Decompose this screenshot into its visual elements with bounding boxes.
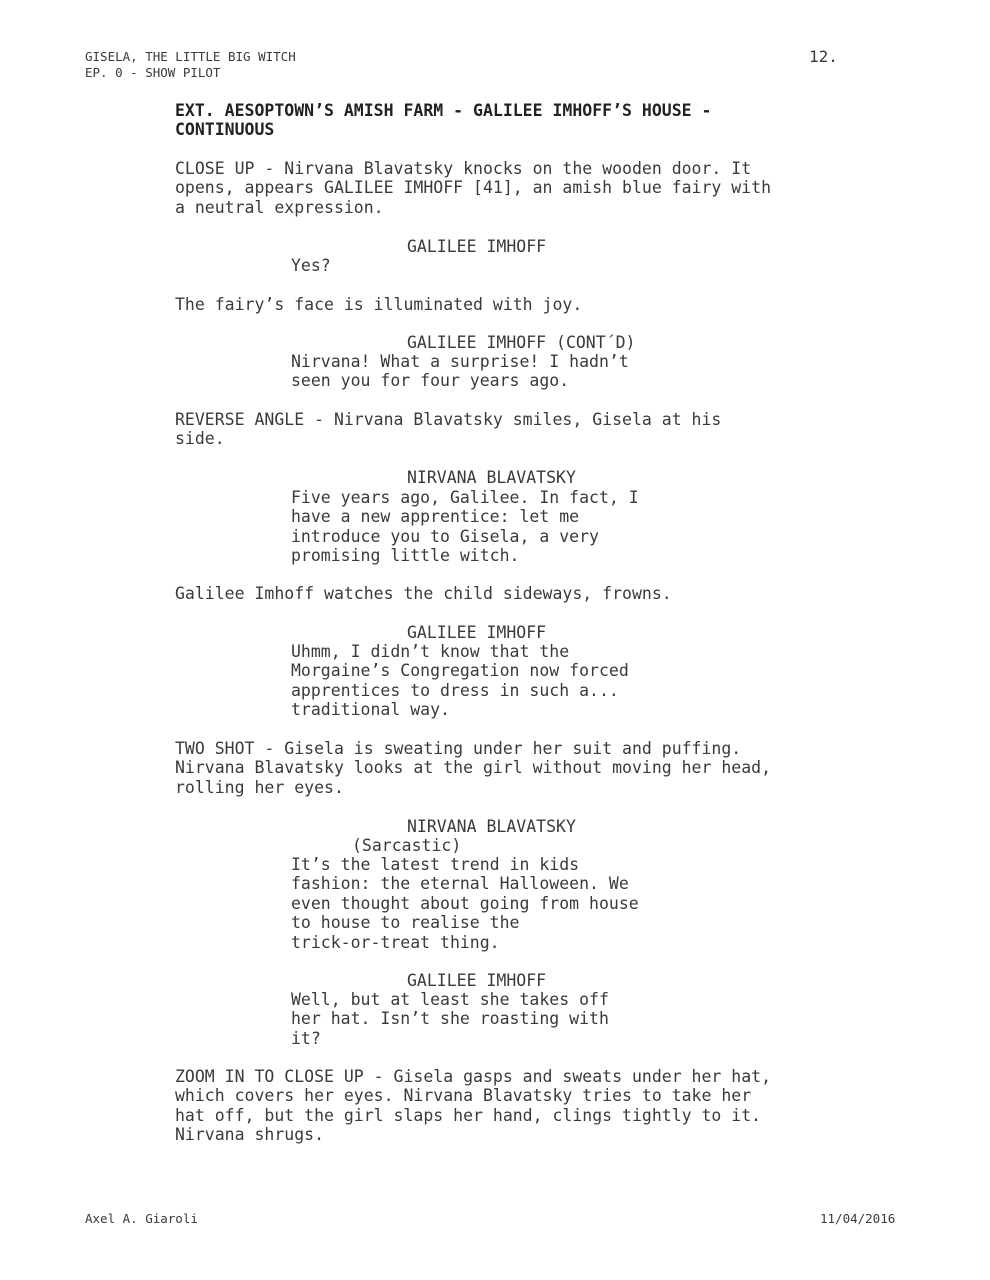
action-block: [175, 410, 721, 449]
dialogue-line: promising little witch.: [291, 546, 520, 566]
action-line: The fairy’s face is illuminated with joy.: [175, 295, 583, 314]
action-line: TWO SHOT - Gisela is sweating under her suit and puffing.: [175, 739, 742, 758]
dialogue-block: [291, 990, 609, 1048]
dialogue-line: Well, but at least she takes off: [291, 990, 609, 1009]
character-name: NIRVANA BLAVATSKY: [407, 817, 576, 836]
dialogue-line: apprentices to dress in such a...: [291, 680, 619, 700]
action-block: [175, 159, 771, 217]
author-name: Axel A. Giaroli: [85, 1211, 198, 1226]
dialogue-line: even thought about going from house: [291, 893, 639, 913]
action-line: hat off, but the girl slaps her hand, clings tightly to it.: [175, 1105, 762, 1125]
character-name: GALILEE IMHOFF: [407, 237, 547, 256]
dialogue-block: [291, 256, 331, 275]
action-line: which covers her eyes. Nirvana Blavatsky tries to take her: [175, 1086, 752, 1106]
script-title: GISELA, THE LITTLE BIG WITCH: [85, 49, 296, 64]
scene-heading-line: EXT. AESOPTOWN’S AMISH FARM - GALILEE IMHOFF’S HOUSE -: [175, 101, 712, 120]
action-line: Nirvana Blavatsky looks at the girl without moving her head,: [175, 758, 772, 778]
dialogue-line: have a new apprentice: let me: [291, 507, 580, 527]
page-header: [85, 49, 296, 81]
action-block: [175, 1067, 771, 1145]
dialogue-line: Uhmm, I didn’t know that the: [291, 642, 570, 661]
action-line: ZOOM IN TO CLOSE UP - Gisela gasps and sweats under her hat,: [175, 1067, 772, 1086]
character-name: GALILEE IMHOFF: [407, 623, 547, 642]
dialogue-line: Morgaine’s Congregation now forced: [291, 661, 629, 681]
dialogue-line: trick-or-treat thing.: [291, 932, 500, 952]
action-line: side.: [175, 429, 225, 449]
parenthetical: (Sarcastic): [352, 836, 462, 855]
dialogue-line: traditional way.: [291, 700, 450, 720]
action-line: CLOSE UP - Nirvana Blavatsky knocks on the wooden door. It: [175, 159, 752, 178]
character-name: GALILEE IMHOFF (CONT´D): [407, 333, 636, 352]
action-line: REVERSE ANGLE - Nirvana Blavatsky smiles, Gisela at his: [175, 410, 722, 429]
dialogue-line: seen you for four years ago.: [291, 371, 570, 391]
action-block: [175, 295, 582, 314]
footer-date: 11/04/2016: [820, 1211, 896, 1226]
episode-label: EP. 0 - SHOW PILOT: [85, 65, 221, 80]
action-block: [175, 584, 672, 603]
dialogue-block: [291, 488, 639, 566]
page-number: 12.: [809, 47, 838, 66]
dialogue-line: to house to realise the: [291, 913, 520, 933]
dialogue-line: introduce you to Gisela, a very: [291, 526, 599, 546]
action-block: [175, 739, 771, 797]
character-name: NIRVANA BLAVATSKY: [407, 468, 576, 487]
dialogue-line: Five years ago, Galilee. In fact, I: [291, 488, 639, 507]
action-line: opens, appears GALILEE IMHOFF [41], an amish blue fairy with: [175, 178, 772, 198]
scene-heading-line: CONTINUOUS: [175, 120, 275, 140]
dialogue-line: fashion: the eternal Halloween. We: [291, 874, 629, 894]
dialogue-line: Nirvana! What a surprise! I hadn’t: [291, 352, 629, 371]
character-name: GALILEE IMHOFF: [407, 971, 547, 990]
scene-heading: [175, 101, 711, 140]
dialogue-line: it?: [291, 1028, 321, 1048]
dialogue-line: It’s the latest trend in kids: [291, 855, 580, 874]
action-line: a neutral expression.: [175, 197, 384, 217]
action-line: rolling her eyes.: [175, 777, 344, 797]
dialogue-block: [291, 855, 639, 952]
dialogue-block: [291, 352, 629, 391]
action-line: Galilee Imhoff watches the child sideways, frowns.: [175, 584, 672, 603]
dialogue-line: her hat. Isn’t she roasting with: [291, 1009, 609, 1029]
dialogue-block: [291, 642, 629, 720]
action-line: Nirvana shrugs.: [175, 1125, 325, 1145]
dialogue-line: Yes?: [291, 256, 331, 275]
